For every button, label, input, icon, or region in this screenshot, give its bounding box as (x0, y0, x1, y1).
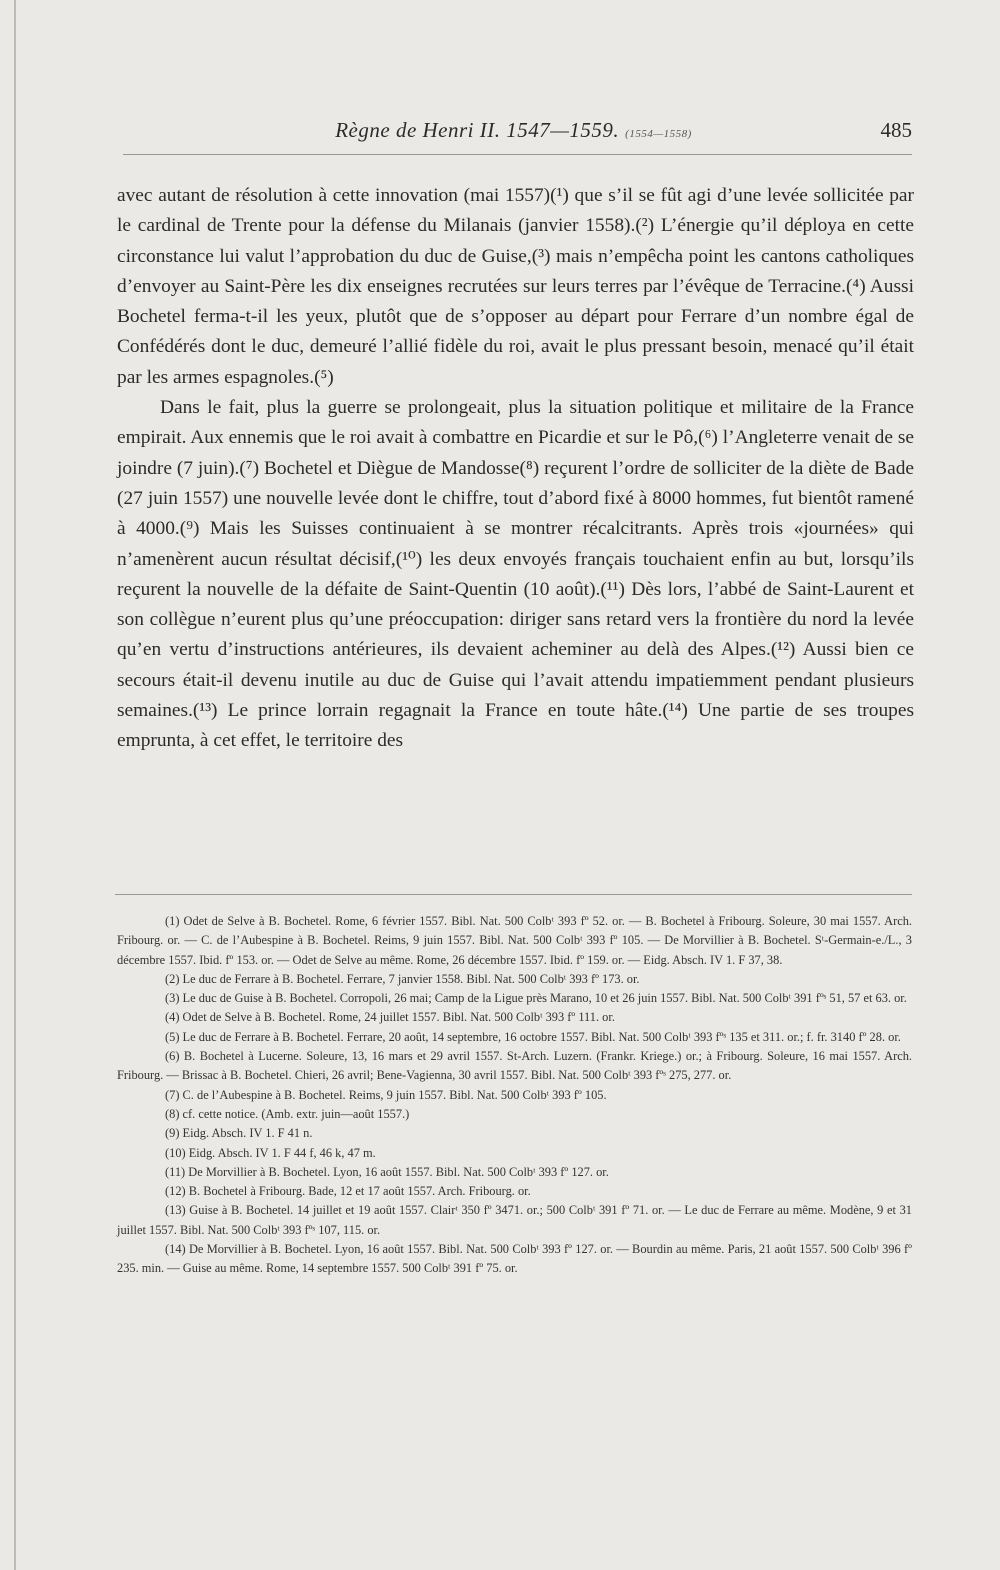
binding-edge (14, 0, 16, 1570)
footnote-11: (11) De Morvillier à B. Bochetel. Lyon, 16 août 1557. Bibl. Nat. 500 Colbᵗ 393 fº 127. or. (165, 1164, 609, 1179)
footnote-5: (5) Le duc de Ferrare à B. Bochetel. Ferrare, 20 août, 14 septembre, 16 octobre 1557. Bibl. Nat. 500 Colbᵗ 393 fºˢ 135 et 311. or.; f. fr. 3140 fº 28. or. (165, 1029, 901, 1044)
page-header (115, 118, 912, 158)
footnote-10: (10) Eidg. Absch. IV 1. F 44 f, 46 k, 47 m. (165, 1145, 376, 1160)
running-title-text: Règne de Henri II. 1547—1559. (335, 118, 620, 142)
header-rule (123, 154, 912, 155)
page-number: 485 (880, 118, 912, 142)
footnote-3: (3) Le duc de Guise à B. Bochetel. Corropoli, 26 mai; Camp de la Ligue près Marano, 10 et 26 juin 1557. Bibl. Nat. 500 Colbᵗ 391 fºˢ 51, 57 et 63. or. (165, 991, 907, 1006)
footnote-14: (14) De Morvillier à B. Bochetel. Lyon, 16 août 1557. Bibl. Nat. 500 Colbᵗ 393 fº 127. or. — Bourdin au même. Paris, 21 août 1557. 500 Colbᵗ 396 fº 235. min. — Guise au même. Rome, 14 septembre 1557. 500 Colbᵗ 391 fº 75. or. (117, 1242, 912, 1276)
footnote-7: (7) C. de l’Aubespine à B. Bochetel. Reims, 9 juin 1557. Bibl. Nat. 500 Colbᵗ 393 fº 105. (165, 1087, 607, 1102)
running-title (115, 118, 912, 143)
footnote-6: (6) B. Bochetel à Lucerne. Soleure, 13, 16 mars et 29 avril 1557. St-Arch. Luzern. (Frankr. Kriege.) or.; à Fribourg. Soleure, 16 mai 1557. Arch. Fribourg. — Brissac à B. Bochetel. Chieri, 26 avril; Bene-Vagienna, 30 avril 1557. Bibl. Nat. 500 Colbᵗ 393 fºˢ 275, 277. or. (117, 1049, 912, 1083)
footnote-4: (4) Odet de Selve à B. Bochetel. Rome, 24 juillet 1557. Bibl. Nat. 500 Colbᵗ 393 fº 111. or. (165, 1010, 615, 1025)
paragraph-2: Dans le fait, plus la guerre se prolongeait, plus la situation politique et militaire de la France empirait. Aux ennemis que le roi avait à combattre en Picardie et sur le Pô,(⁶) l’Angleterre venait de se joindre (7 juin).(⁷) Bochetel et Diègue de Mandosse(⁸) reçurent l’ordre de solliciter de la diète de Bade (27 juin 1557) une nouvelle levée dont le chiffre, tout d’abord fixé à 8000 hommes, fut bientôt ramené à 4000.(⁹) Mais les Suisses continuaient à se montrer récalcitrants. Après trois «journées» qui n’amenèrent aucun résultat décisif,(¹⁰) les deux envoyés français touchaient enfin au but, lorsqu’ils reçurent la nouvelle de la défaite de Saint-Quentin (10 août).(¹¹) Dès lors, l’abbé de Saint-Laurent et son collègue n’eurent plus qu’une préoccupation: diriger sans retard vers la frontière du nord la levée qu’en vertu d’instructions antérieures, ils devaient acheminer au delà des Alpes.(¹²) Aussi bien ce secours était-il devenu inutile au duc de Guise qui l’avait attendu impatiemment pendant plusieurs semaines.(¹³) Le prince lorrain regagnait la France en toute hâte.(¹⁴) Une partie de ses troupes emprunta, à cet effet, le territoire des (117, 397, 914, 752)
footnote-rule (115, 894, 912, 895)
footnote-9: (9) Eidg. Absch. IV 1. F 41 n. (165, 1126, 313, 1141)
running-title-dates: (1554—1558) (625, 128, 692, 140)
footnote-13: (13) Guise à B. Bochetel. 14 juillet et 19 août 1557. Clairᵗ 350 fº 3471. or.; 500 Colbᵗ 391 fº 71. or. — Le duc de Ferrare au même. Modène, 9 et 31 juillet 1557. Bibl. Nat. 500 Colbᵗ 393 fºˢ 107, 115. or. (117, 1203, 912, 1237)
footnote-1: (1) Odet de Selve à B. Bochetel. Rome, 6 février 1557. Bibl. Nat. 500 Colbᵗ 393 fº 52. or. — B. Bochetel à Fribourg. Soleure, 30 mai 1557. Arch. Fribourg. or. — C. de l’Aubespine à B. Bochetel. Reims, 9 juin 1557. Bibl. Nat. 500 Colbᵗ 393 fº 105. — De Morvillier à B. Bochetel. Sᵗ-Germain-e./L., 3 décembre 1557. Ibid. fº 153. or. — Odet de Selve au même. Rome, 26 décembre 1557. Ibid. fº 159. or. — Eidg. Absch. IV 1. F 37, 38. (117, 914, 912, 967)
footnote-12: (12) B. Bochetel à Fribourg. Bade, 12 et 17 août 1557. Arch. Fribourg. or. (165, 1184, 531, 1199)
footnote-2: (2) Le duc de Ferrare à B. Bochetel. Ferrare, 7 janvier 1558. Bibl. Nat. 500 Colbᵗ 393 fº 173. or. (165, 971, 640, 986)
main-text (117, 181, 914, 757)
footnote-8: (8) cf. cette notice. (Amb. extr. juin—août 1557.) (165, 1106, 410, 1121)
footnotes (117, 912, 912, 1279)
paragraph-1: avec autant de résolution à cette innovation (mai 1557)(¹) que s’il se fût agi d’une levée sollicitée par le cardinal de Trente pour la défense du Milanais (janvier 1558).(²) L’énergie qu’il déploya en cette circonstance lui valut l’approbation du duc de Guise,(³) mais n’empêcha point les cantons catholiques d’envoyer au Saint-Père les dix enseignes recrutées sur leurs terres par l’évêque de Terracine.(⁴) Aussi Bochetel ferma-t-il les yeux, plutôt que de s’opposer au départ pour Ferrare d’un nombre égal de Confédérés dont le duc, demeuré l’allié fidèle du roi, avait le plus pressant besoin, menacé qu’il était par les armes espagnoles.(⁵) (117, 185, 914, 388)
